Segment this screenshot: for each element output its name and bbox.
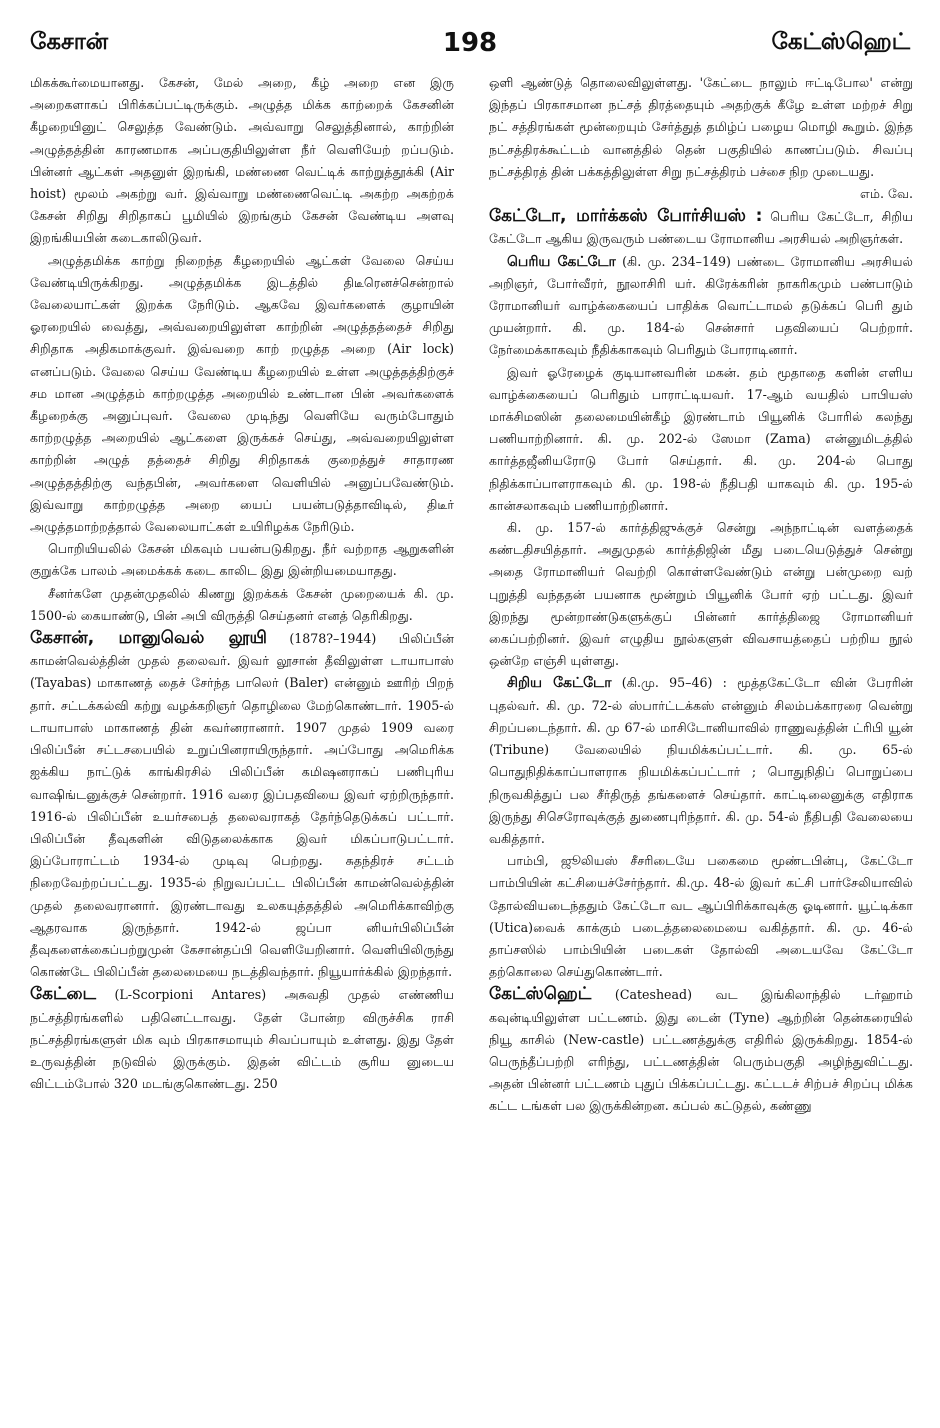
page-header [30, 28, 910, 64]
entry-text: (Cateshead) வட இங்கிலாந்தில் டர்ஹாம் கவுன்டியிலுள்ள பட்டணம். இது டைன் (Tyne) ஆற்றின் தென்கரையில் நியூ காசில் (New-castle) பட்டணத்துக்கு எதிரில் இருக்கிறது. 1854-ல் பெருந்தீப்பற்றி எரிந்து, பட்டணத்தின் பெரும்பகுதி அழிந்துவிட்டது. அதன் பின்னர் பட்டணம் புதுப் பிக்கப்பட்டது. கட்டடச் சிற்பச் சிறப்பு மிக்க கட்ட டங்கள் பல இருக்கின்றன. கப்பல் கட்டுதல், கண்ணு [489, 987, 913, 1114]
left-column [30, 72, 454, 1412]
subentry-text: (கி.மு. 95–46) : மூத்தகேட்டோ வின் பேரரின் புதல்வர். கி. மு. 72-ல் ஸ்பார்ட்டக்கஸ் என்னும் சிலம்பக்காரரை வென்று சிறப்படைந்தார். கி. மு 67-ல் மாசிடோனியாவில் ராணுவத்தின் ட்ரிபி யூன் (Tribune) வேலையில் நியமிக்கப்பட்டார். கி. மு. 65-ல் பொதுநிதிக்காப்பாளராக நியமிக்கப்பட்டார் ; பொதுநிதிப் பொறுப்பை நிருவகித்துப் பல சீர்திருத் தங்களைச் செய்தார். காட்டிலைனுக்கு எதிராக இருந்து சிசெரோவுக்குத் துணைபுரிந்தார். கி. மு. 54-ல் நீதிபதி வேலையை வகித்தார். [489, 675, 913, 846]
paragraph: கி. மு. 157-ல் கார்த்திஜுக்குச் சென்று அந்நாட்டின் வளத்தைக் கண்டதிசயித்தார். அதுமுதல் கார்த்திஜின் மீது படையெடுத்துச் சென்று அதை ரோமானியர் வெற்றி கொள்ளவேண்டும் என்று பன்முறை வற் புறுத்தி வந்ததன் பயனாக மூன்றும் பியூனிக் போர் ஏற் பட்டது. இவர் இறந்து மூன்றாண்டுகளுக்குப் பின்னர் கார்த்திஜை ரோமானியர் கைப்பற்றினர். இவர் எழுதிய நூல்களுள் விவசாயத்தைப் பற்றிய நூல் ஒன்றே எஞ்சி யுள்ளது. [489, 520, 913, 669]
entry-text: பெரிய கேட்டோ, சிறிய கேட்டோ ஆகிய இருவரும் பண்டைய ரோமானிய அரசியல் அறிஞர்கள். [489, 209, 913, 247]
entry-cato [489, 205, 913, 250]
paragraph: ஒளி ஆண்டுத் தொலைவிலுள்ளது. 'கேட்டை நாலும் ஈட்டிபோல' என்று இந்தப் பிரகாசமான நட்சத் திரத்தையும் அதற்குக் கீழே உள்ள மற்றச் சிறு நட் சத்திரங்கள் மூன்றையும் சேர்த்துத் தமிழ்ப் பழைய மொழி கூறும். இந்த நட்சத்திரக்கூட்டம் வானத்தில் தென் பகுதியில் காணப்படும். சிவப்பு நட்சத்திரத் தின் பக்கத்திலுள்ள சிறு நட்சத்திரம் பச்சை நிற முடையது. [489, 75, 913, 179]
paragraph: அழுத்தமிக்க காற்று நிறைந்த கீழறையில் ஆட்கள் வேலை செய்ய வேண்டியிருக்கிறது. அழுத்தமிக்க இடத்தில் திடீரெனச்சென்றால் வேலையாட்கள் இறக்க நேரிடும். ஆகவே இவர்களைக் குழாயின் ஓரறையில் வைத்து, அவ்வறையிலுள்ள காற்றின் அழுத்தத்தைச் சிறிது சிறிதாக அதிகமாக்குவர். இவ்வறை காற் றழுத்த அறை (Air lock) எனப்படும். வேலை செய்ய வேண்டிய கீழறையில் உள்ள அழுத்தத்திற்குச் சம மான அழுத்தம் காற்றழுத்த அறையில் உண்டான பின் அவர்களைக் கீழறைக்கு அனுப்புவர். வேலை முடிந்து வெளியே வரும்போதும் காற்றழுத்த அறையில் ஆட்களை இருக்கச் செய்து, அவ்வறையிலுள்ள காற்றின் அழுத் தத்தைச் சிறிது சிறிதாகக் குறைத்துச் சாதாரண அழுத்தத்திற்கு வந்தபின், அவர்களை வெளியில் அனுப்பவேண்டும். இவ்வாறு காற்றழுத்த அறை யைப் பயன்படுத்தாவிடில், திடீர் அழுத்தமாற்றத்தால் வேலையாட்கள் உயிரிழக்க நேரிடும். [30, 252, 454, 535]
subentry-heading: சிறிய கேட்டோ [507, 675, 612, 692]
entry-heading: கேட்ஸ்ஹெட் [489, 984, 592, 1005]
entry-heading: கேசான், மானுவெல் லூயி [30, 628, 267, 649]
entry-gateshead [489, 983, 913, 1117]
paragraph: இவர் ஓரேழைக் குடியானவரின் மகன். தம் மூதாதை களின் எளிய வாழ்க்கையைப் பெரிதும் பாராட்டியவர். 17-ஆம் வயதில் பாபியஸ் மாக்சிமஸின் தலைமையின்கீழ் இரண்டாம் பியூனிக் போரில் கலந்து பணியாற்றினார். கி. மு. 202-ல் ஸேமா (Zama) என்னுமிடத்தில் கார்த்தஜீனியரோடு போர் செய்தார். கி. மு. 204-ல் பொது நிதிக்காப்பாளராகவும் கி. மு. 198-ல் நீதிபதி யாகவும் கி. மு. 195-ல் கான்சலாகவும் பணியாற்றினார். [489, 364, 913, 513]
paragraph: பாம்பி, ஜூலியஸ் சீசரிடையே பகைமை மூண்டபின்பு, கேட்டோ பாம்பியின் கட்சியைச்சேர்ந்தார். கி.மு. 48-ல் இவர் கட்சி பார்சேலியாவில் தோல்வியடைந்ததும் கேட்டோ வட ஆப்பிரிக்காவுக்கு ஓடினார். யூட்டிக்கா (Utica)வைக் காக்கும் படைத்தலைமையை வகித்தார். கி. மு. 46-ல் தாப்சஸில் பாம்பியின் படைகள் தோல்வி அடையவே கேட்டோ தற்கொலை செய்துகொண்டார். [489, 853, 913, 980]
subentry-cato-younger [489, 672, 913, 850]
entry-heading: கேட்டை [30, 984, 97, 1005]
entry-text: பிலிப்பீன் காமன்வெல்த்தின் முதல் தலைவர். இவர் லூசான் தீவிலுள்ள டாயாபாஸ் (Tayabas) மாகாணத் தைச் சேர்ந்த பாலெர் (Baler) என்னும் ஊரிற் பிறந் தார். சட்டக்கல்வி கற்று வழக்கறிஞர் தொழிலை மேற்கொண்டார். 1905-ல் டாயாபாஸ் மாகாணத் தின் கவர்னரானார். 1907 முதல் 1909 வரை பிலிப்பீன் சட்டசபையில் உறுப்பினராயிருந்தார். அப்போது அமெரிக்க ஐக்கிய நாட்டுக் காங்கிரசில் பிலிப்பீன் கமிஷனராகப் பணிபுரிய வாஷிங்டனுக்குச் சென்றார். 1916 வரை இப்பதவியை இவர் ஏற்றிருந்தார். 1916-ல் பிலிப்பீன் உயர்சபைத் தலைவராகத் தேர்ந்தெடுக்கப் பட்டார். பிலிப்பீன் தீவுகளின் விடுதலைக்காக இவர் மிகப்பாடுபட்டார். இப்போராட்டம் 1934-ல் முடிவு பெற்றது. சுதந்திரச் சட்டம் நிறைவேற்றப்பட்டது. 1935-ல் நிறுவப்பட்ட பிலிப்பீன் காமன்வெல்த்தின் முதல் தலைவரானார். இரண்டாவது உலகயுத்தத்தில் அமெரிக்காவிற்கு ஆதரவாக இருந்தார். 1942-ல் ஜப்பா னியர்பிலிப்பீன் தீவுகளைக்கைப்பற்றுமுன் கேசான்தப்பி வெளியேறினார். வெளியிலிருந்து கொண்டே பிலிப்பீன் தலைமையை நடத்திவந்தார். நியூயார்க்கில் இறந்தார். [30, 631, 454, 980]
entry-text: (L-Scorpioni Antares) அசுவதி முதல் எண்ணிய நட்சத்திரங்களில் பதினெட்டாவது. தேள் போன்ற விருச்சிக ராசி நட்சத்திரங்களுள் மிக வும் பிரகாசமாயும் சிவப்பாயும் உள்ளது. இது தேள் உருவத்தின் நடுவில் இருக்கும். இதன் விட்டம் சூரிய னுடைய விட்டம்போல் 320 மடங்குகொண்டது. 250 [30, 987, 454, 1092]
paragraph: பொறியியலில் கேசன் மிகவும் பயன்படுகிறது. நீர் வற்றாத ஆறுகளின் குறுக்கே பாலம் அமைக்கக் கடை காலிட இது இன்றியமையாதது. [30, 541, 454, 579]
entry-heading: கேட்டோ, மார்க்கஸ் போர்சியஸ் : [489, 206, 763, 227]
author-signature: எம். வே. [860, 186, 913, 202]
page-number: 198 [442, 28, 498, 58]
entry-years: (1878?–1944) [289, 631, 377, 647]
entry-quezon [30, 627, 454, 983]
entry-kettai [30, 983, 454, 1095]
running-head-left: கேசான் [30, 28, 109, 55]
subentry-cato-elder [489, 251, 913, 362]
right-column [489, 72, 913, 1412]
running-head-right: கேட்ஸ்ஹெட் [771, 28, 910, 55]
subentry-text: (கி. மு. 234–149) பண்டை ரோமானிய அரசியல் அறிஞர், போர்வீரர், நூலாசிரி யர். கிரேக்கரின் நாகரிகமும் பண்பாடும் ரோமானியர் வாழ்க்கையைப் பாதிக்க வொட்டாமல் தடுக்கப் பெரி தும் முயன்றார். கி. மு. 184-ல் சென்சார் பதவியைப் பெற்றார். நேர்மைக்காகவும் நீதிக்காகவும் பெரிதும் போராடினார். [489, 253, 913, 358]
paragraph: மிகக்கூர்மையானது. கேசன், மேல் அறை, கீழ் அறை என இரு அறைகளாகப் பிரிக்கப்பட்டிருக்கும். அழுத்த மிக்க காற்றைக் கேசனின் கீழறையினுட் செலுத்த வேண்டும். அவ்வாறு செலுத்தினால், காற்றின் அழுத்தத்தின் காரணமாக அப்பகுதியிலுள்ள நீர் வெளியேற் றப்படும். பின்னர் ஆட்கள் அதனுள் இறங்கி, மண்ணை வெட்டிக் காற்றுத்தூக்கி (Air hoist) மூலம் அகற்று வர். இவ்வாறு மண்ணைவெட்டி அகற்ற அகற்றக் கேசன் சிறிது சிறிதாகப் பூமியில் இறங்கும் கேசன் வேண்டிய அளவு இறங்கியபின் கடைகாலிடுவர். [30, 75, 454, 246]
subentry-heading: பெரிய கேட்டோ [507, 253, 616, 270]
paragraph: சீனர்களே முதன்முதலில் கிணறு இறக்கக் கேசன் முறையைக் கி. மு. 1500-ல் கையாண்டு, பின் அபி விருத்தி செய்தனர் எனத் தெரிகிறது. [30, 585, 454, 623]
